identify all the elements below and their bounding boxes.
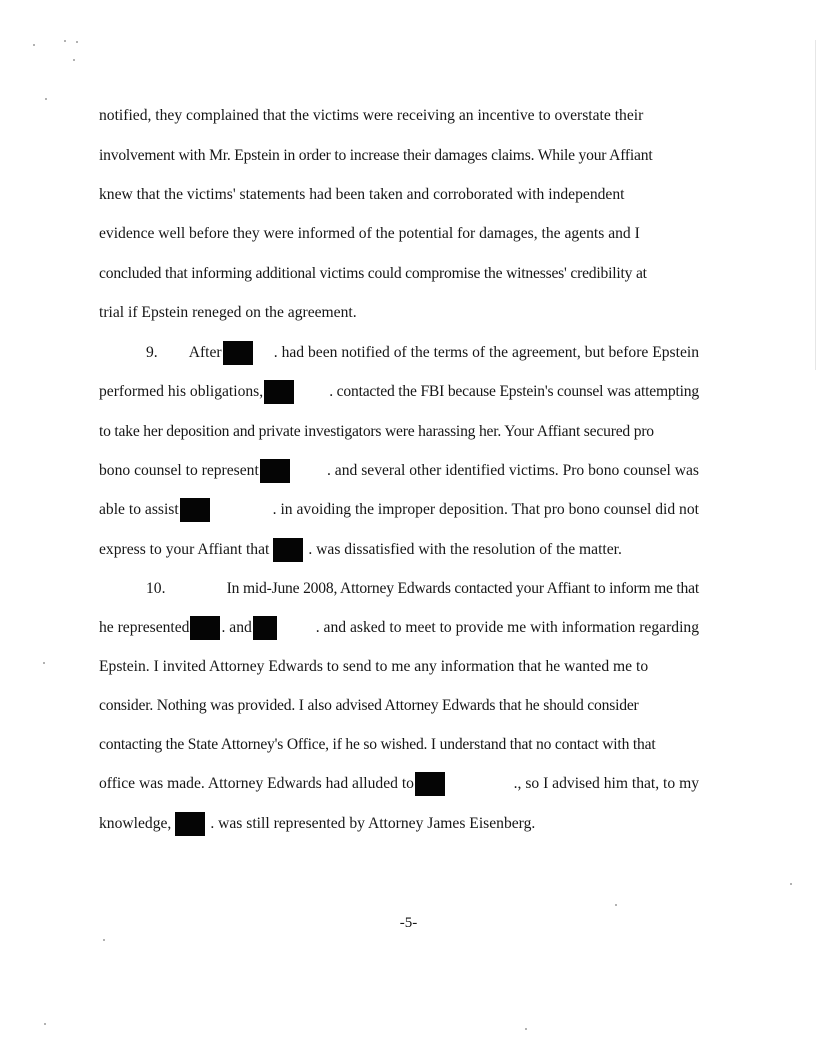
text-line (99, 222, 699, 246)
paragraph-10-line-5 (99, 733, 699, 757)
scan-speck (525, 1028, 527, 1030)
scan-speck (73, 59, 75, 61)
text-segment: consider. Nothing was provided. I also advised Attorney Edwards that he should consider (99, 697, 639, 714)
text-segment: . and (221, 619, 252, 636)
scan-speck (790, 883, 792, 885)
text-segment: After (188, 344, 222, 361)
text-segment: . and several other identified victims. Pro bono counsel was (327, 462, 699, 479)
paragraph-10-line-7 (99, 812, 699, 836)
text-line (99, 301, 699, 325)
redaction-block (273, 538, 303, 562)
text-line (99, 104, 699, 128)
scan-speck (76, 41, 78, 43)
text-line-content: knew that the victims' statements had been taken and corroborated with independent (99, 186, 625, 203)
text-segment: . contacted the FBI because Epstein's counsel was attempting (329, 383, 699, 400)
text-segment: able to assist (99, 501, 179, 518)
scan-speck (44, 1023, 46, 1025)
paragraph-10-line-2 (99, 616, 699, 640)
text-line-content: trial if Epstein reneged on the agreement. (99, 304, 357, 321)
scan-speck (615, 904, 617, 906)
paragraph-10-line-1 (146, 577, 699, 601)
text-segment: knowledge, (99, 815, 172, 832)
redaction-block (264, 380, 294, 404)
redaction-block (180, 498, 210, 522)
scan-speck (43, 662, 45, 664)
redaction-block (175, 812, 205, 836)
text-segment: contacting the State Attorney's Office, if he so wished. I understand that no contact with that (99, 736, 656, 753)
text-segment: ., so I advised him that, to my (513, 775, 699, 792)
paragraph-9-line-1 (146, 341, 699, 365)
text-segment: . in avoiding the improper deposition. That pro bono counsel did not (272, 501, 699, 518)
text-line-content: involvement with Mr. Epstein in order to increase their damages claims. While your Affiant (99, 147, 653, 164)
text-segment: Epstein. I invited Attorney Edwards to send to me any information that he wanted me to (99, 658, 649, 675)
text-line (99, 144, 699, 168)
text-segment: he represented (99, 619, 190, 636)
scan-speck (103, 939, 105, 941)
redaction-block (253, 616, 277, 640)
scan-speck (45, 98, 47, 100)
text-line-content: notified, they complained that the victims were receiving an incentive to overstate their (99, 107, 644, 124)
text-segment: . was still represented by Attorney James Eisenberg. (210, 815, 536, 832)
paragraph-9-line-4 (99, 459, 699, 483)
redaction-block (190, 616, 220, 640)
text-segment: . and asked to meet to provide me with information regarding (315, 619, 699, 636)
redaction-block (223, 341, 253, 365)
text-segment: express to your Affiant that (99, 541, 270, 558)
scan-speck (33, 44, 35, 46)
paragraph-number: 9. (146, 344, 158, 361)
text-line (99, 183, 699, 207)
paragraph-9-line-2 (99, 380, 699, 404)
text-line-content: evidence well before they were informed of the potential for damages, the agents and I (99, 225, 640, 242)
text-segment: . had been notified of the terms of the agreement, but before Epstein (273, 344, 699, 361)
redaction-block (415, 772, 445, 796)
paragraph-9-line-5 (99, 498, 699, 522)
scan-speck (64, 40, 66, 42)
text-segment: . was dissatisfied with the resolution of the matter. (308, 541, 622, 558)
text-segment: to take her deposition and private investigators were harassing her. Your Affiant secured pro (99, 423, 654, 440)
paragraph-number: 10. (146, 580, 166, 597)
paragraph-10-line-6 (99, 772, 699, 796)
paragraph-9-line-3 (99, 420, 699, 444)
text-line-content: concluded that informing additional victims could compromise the witnesses' credibility at (99, 265, 647, 282)
paragraph-10-line-4 (99, 694, 699, 718)
text-segment: performed his obligations, (99, 383, 264, 400)
text-segment: office was made. Attorney Edwards had alluded to (99, 775, 414, 792)
text-segment: In mid-June 2008, Attorney Edwards contacted your Affiant to inform me that (226, 580, 699, 597)
scan-edge-line (815, 40, 816, 370)
text-segment: bono counsel to represent (99, 462, 259, 479)
text-line (99, 262, 699, 286)
redaction-block (260, 459, 290, 483)
paragraph-10-line-3 (99, 655, 699, 679)
page-number: -5- (399, 915, 418, 931)
paragraph-9-line-6 (99, 538, 699, 562)
